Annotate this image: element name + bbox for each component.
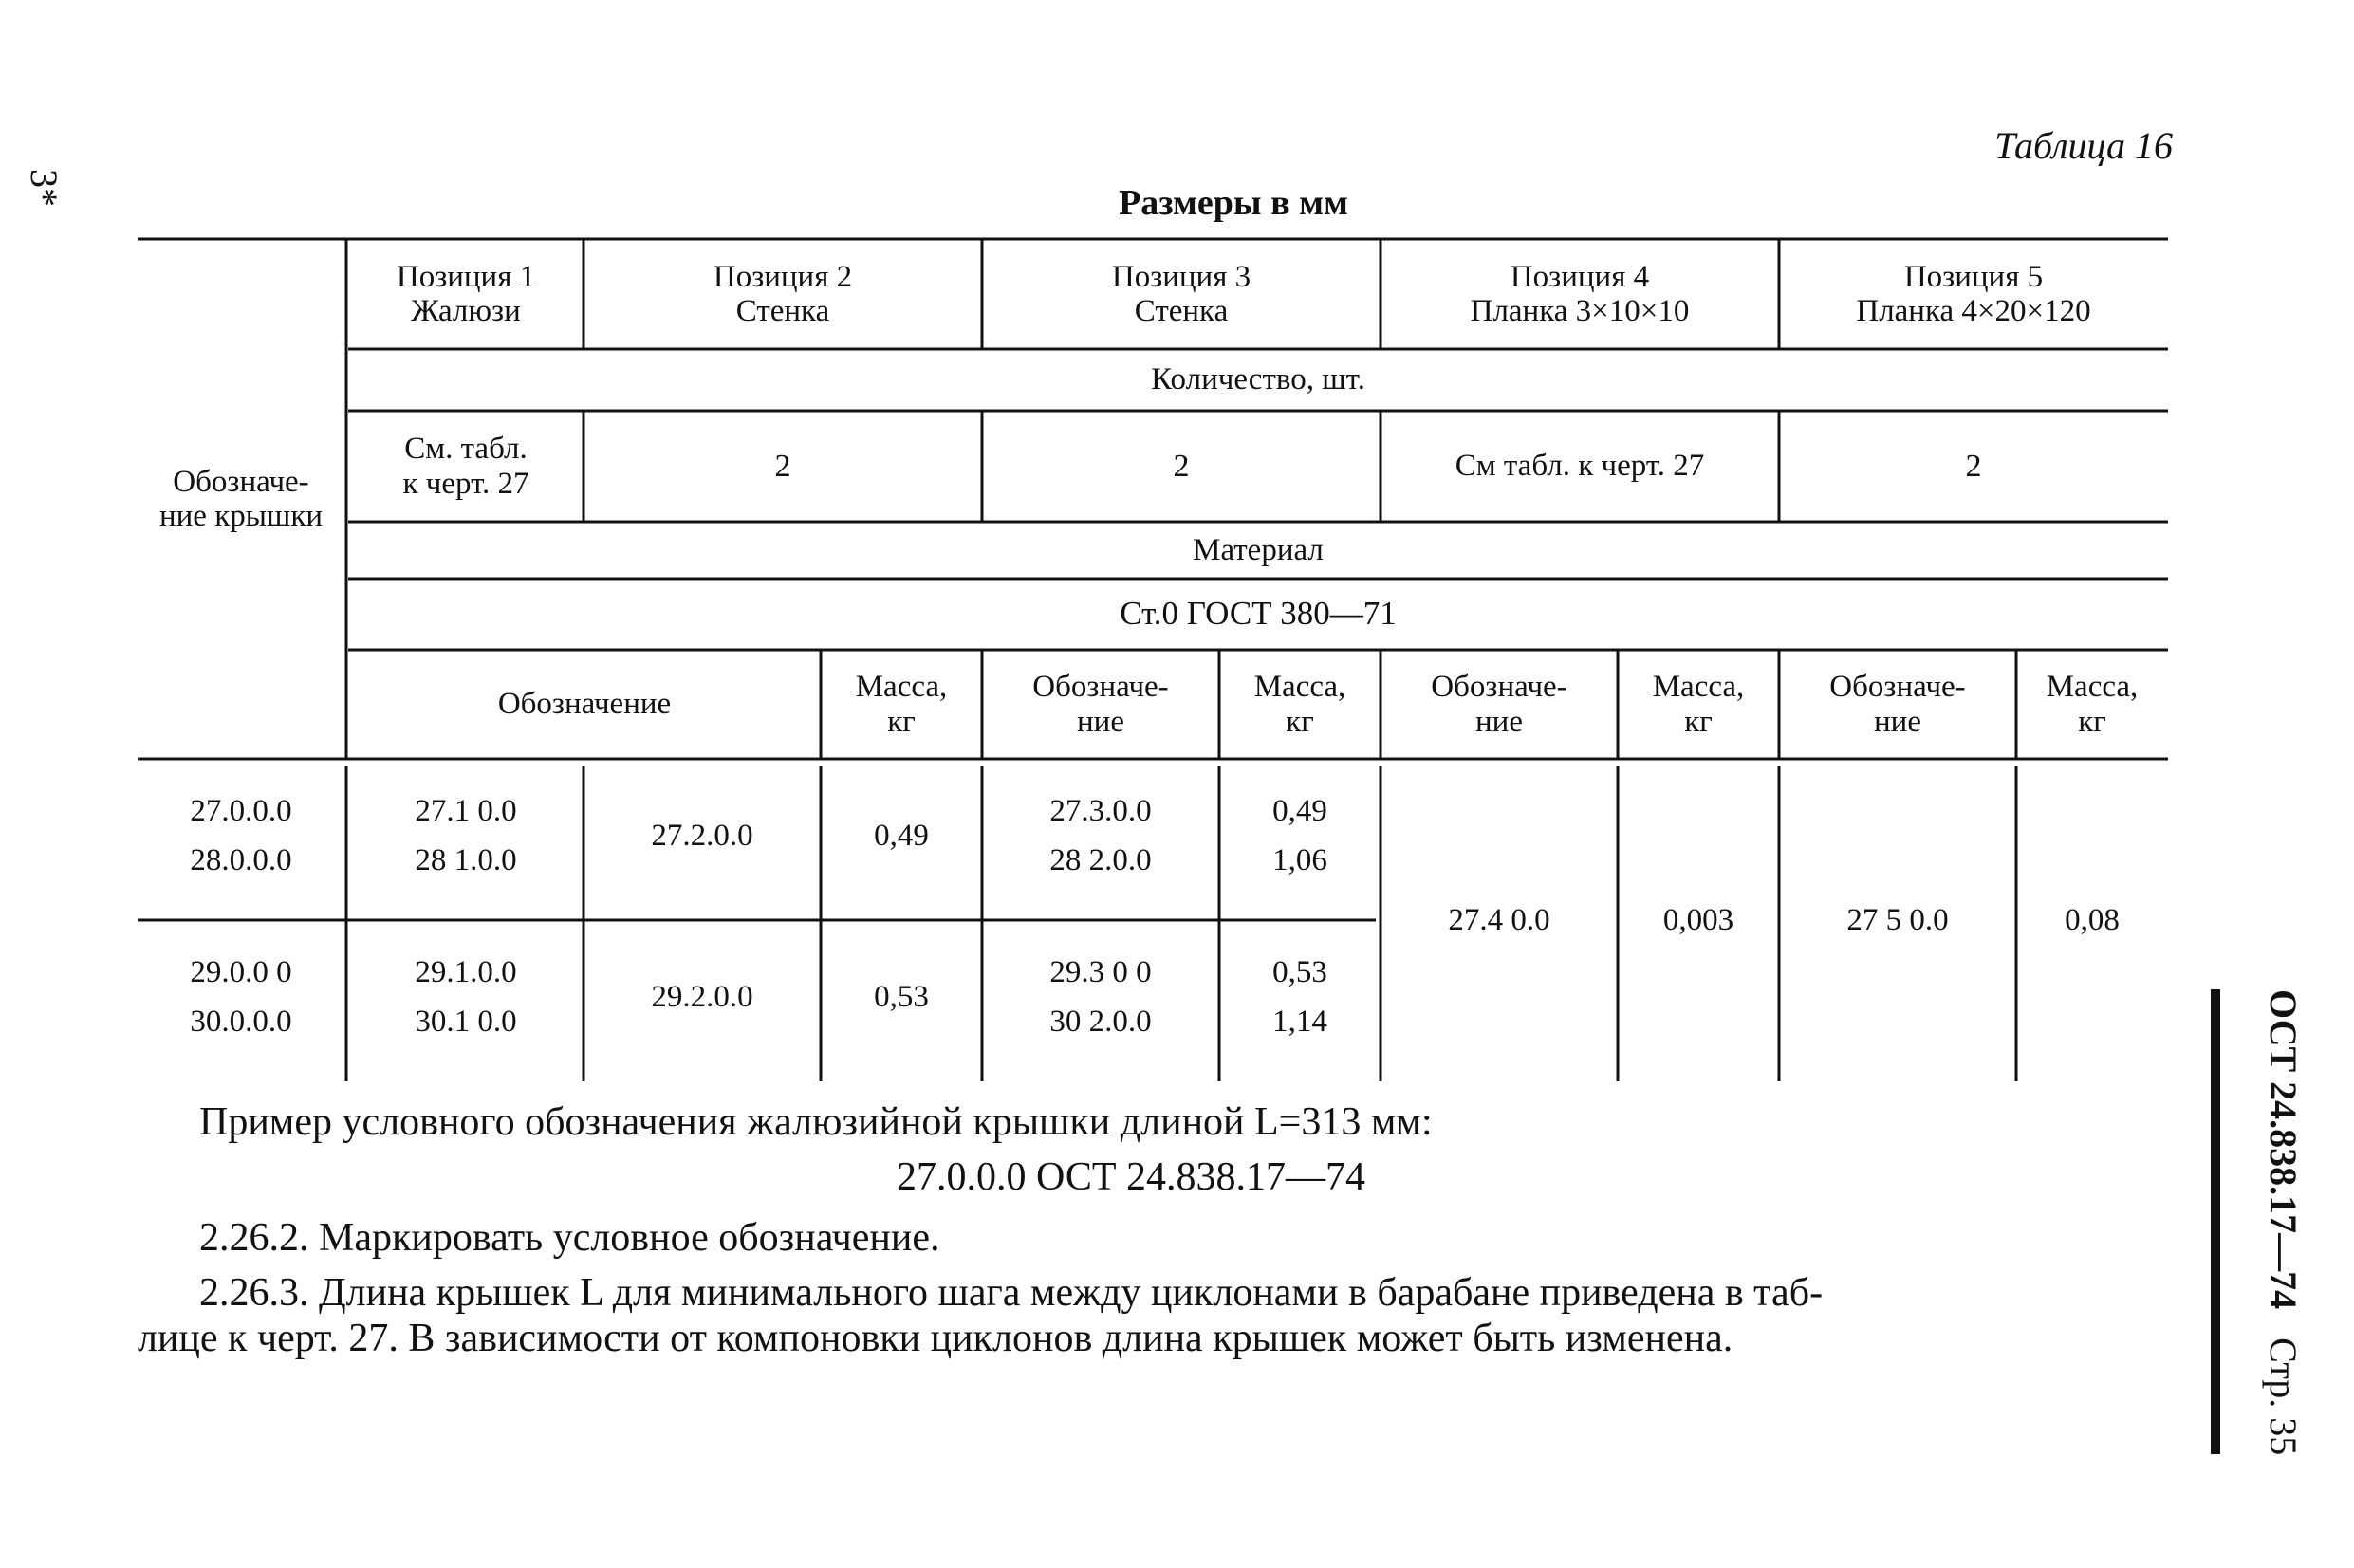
quantity-cell: 2: [774, 448, 791, 484]
quantity-line: См. табл.: [404, 432, 528, 467]
material-value: Ст.0 ГОСТ 380—71: [1120, 595, 1397, 633]
position-item: Жалюзи: [411, 294, 521, 328]
units-caption: Размеры в мм: [1119, 183, 1348, 223]
cover-code: 27.0.0.0: [190, 793, 292, 828]
position-item: Стенка: [1134, 294, 1229, 328]
pos4-code: 27.4 0.0: [1448, 902, 1550, 937]
header-line: ние крышки: [158, 499, 324, 533]
pos1-code: 30.1 0.0: [415, 1004, 517, 1039]
cover-designation-header: [138, 239, 344, 759]
pos3-code: 28 2.0.0: [1049, 842, 1152, 877]
position-label: Позиция 1: [396, 259, 536, 294]
designation-line: ние: [1475, 704, 1523, 739]
mass-subheader: [2016, 650, 2168, 759]
example-line: Пример условного обозначения жалюзийной крышки длиной L=313 мм:: [199, 1100, 1433, 1144]
clause-2-26-2: 2.26.2. Маркировать условное обозначение.: [199, 1216, 940, 1260]
clause-2-26-3-line1: 2.26.3. Длина крышек L для минимального шага между циклонами в барабане приведена в таб-: [199, 1271, 1824, 1315]
mass-unit: кг: [1684, 704, 1713, 739]
mass-subheader: [1618, 650, 1779, 759]
position-item: Планка 3×10×10: [1470, 294, 1690, 328]
pos2-mass: 0,49: [874, 818, 929, 853]
cover-code: 30.0.0.0: [190, 1004, 292, 1039]
pos3-mass: 1,14: [1272, 1004, 1327, 1039]
table-title: Таблица 16: [1994, 124, 2173, 167]
quantity-label: Количество, шт.: [1151, 362, 1365, 397]
quantity-line: к черт. 27: [402, 466, 529, 501]
standard-sidebar: [2211, 989, 2305, 1456]
designation-line: Обозначе-: [1032, 670, 1169, 705]
designation-line: ние: [1077, 704, 1124, 739]
position-item: Стенка: [735, 294, 830, 328]
pos2-code: 27.2.0.0: [651, 818, 753, 853]
pos5-code: 27 5 0.0: [1846, 902, 1949, 937]
header-line: Обозначе-: [173, 464, 309, 499]
position-4-header: [1381, 239, 1779, 349]
designation-subheader: Обозначение: [497, 687, 672, 722]
clause-2-26-3-line2: лице к черт. 27. В зависимости от компоновки циклонов длина крышек может быть изменена.: [138, 1317, 1733, 1360]
quantity-cell: 2: [1965, 448, 1982, 484]
quantity-cell: [348, 411, 584, 522]
position-2-header: [584, 239, 982, 349]
position-item: Планка 4×20×120: [1856, 294, 2091, 328]
quantity-cell: 2: [1173, 448, 1190, 484]
mass-label: Масса,: [1652, 670, 1745, 705]
pos3-code: 30 2.0.0: [1049, 1004, 1152, 1039]
pos4-mass: 0,003: [1662, 902, 1734, 937]
standard-number: ОСТ 24.838.17—74: [2262, 989, 2305, 1310]
mass-label: Масса,: [855, 670, 948, 705]
designation-line: Обозначе-: [1829, 670, 1966, 705]
designation-line: ние: [1874, 704, 1921, 739]
designation-subheader: [982, 650, 1219, 759]
position-3-header: [982, 239, 1381, 349]
sidebar-text: [2261, 989, 2306, 1455]
mass-unit: кг: [1286, 704, 1314, 739]
example-code: 27.0.0.0 ОСТ 24.838.17—74: [897, 1155, 1366, 1199]
position-label: Позиция 2: [713, 259, 853, 294]
quantity-cell: См табл. к черт. 27: [1455, 449, 1705, 484]
sidebar-rule: [2211, 989, 2220, 1454]
position-label: Позиция 4: [1510, 259, 1650, 294]
pos1-code: 27.1 0.0: [415, 793, 517, 828]
position-label: Позиция 3: [1111, 259, 1251, 294]
pos3-mass: 0,49: [1272, 793, 1327, 828]
cover-code: 28.0.0.0: [190, 842, 292, 877]
designation-subheader: [1381, 650, 1618, 759]
pos1-code: 29.1.0.0: [415, 954, 517, 989]
designation-line: Обозначе-: [1431, 670, 1567, 705]
position-label: Позиция 5: [1903, 259, 2044, 294]
pos3-code: 29.3 0 0: [1049, 954, 1152, 989]
page-mark: 3*: [23, 169, 65, 207]
pos2-mass: 0,53: [874, 979, 929, 1014]
mass-unit: кг: [2078, 704, 2106, 739]
mass-label: Масса,: [1253, 670, 1346, 705]
pos3-code: 27.3.0.0: [1049, 793, 1152, 828]
material-label: Материал: [1193, 532, 1324, 567]
cover-code: 29.0.0 0: [190, 954, 292, 989]
mass-subheader: [821, 650, 982, 759]
mass-subheader: [1219, 650, 1381, 759]
position-1-header: [348, 239, 584, 349]
designation-subheader: [1779, 650, 2016, 759]
position-5-header: [1779, 239, 2168, 349]
mass-unit: кг: [887, 704, 916, 739]
pos2-code: 29.2.0.0: [651, 979, 753, 1014]
pos5-mass: 0,08: [2065, 902, 2120, 937]
pos3-mass: 1,06: [1272, 842, 1327, 877]
mass-label: Масса,: [2046, 670, 2139, 705]
pos1-code: 28 1.0.0: [415, 842, 517, 877]
page-number: Стр. 35: [2262, 1337, 2305, 1456]
pos3-mass: 0,53: [1272, 954, 1327, 989]
